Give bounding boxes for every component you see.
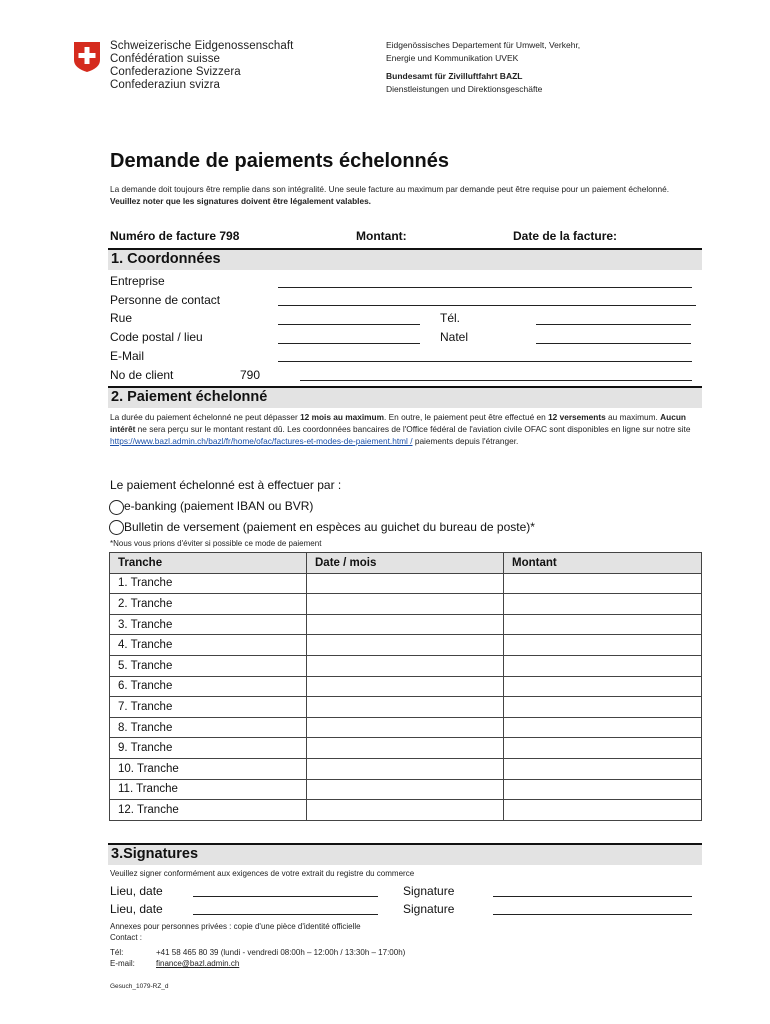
- tranche-label: 8. Tranche: [110, 717, 307, 738]
- amount-label: Montant:: [356, 229, 407, 243]
- client-no-label: No de client: [110, 368, 174, 382]
- table-row: [110, 594, 702, 615]
- conf-it: Confederazione Svizzera: [110, 66, 241, 78]
- page-title: Demande de paiements échelonnés: [110, 150, 450, 172]
- confederation-names: [110, 40, 293, 92]
- email-contact-label: E-mail:: [110, 959, 135, 968]
- date-cell[interactable]: [307, 779, 504, 800]
- signature-field-2[interactable]: [493, 914, 692, 915]
- tranche-label: 1. Tranche: [110, 573, 307, 594]
- amount-cell[interactable]: [504, 594, 702, 615]
- tranche-label: 5. Tranche: [110, 655, 307, 676]
- signature-label-2: Signature: [403, 902, 455, 916]
- section2-title: 2. Paiement échelonné: [111, 389, 268, 405]
- column-header-tranche: Tranche: [110, 553, 307, 574]
- mobile-label: Natel: [440, 330, 469, 344]
- client-no-field[interactable]: [300, 380, 692, 381]
- option-payment-slip-label: Bulletin de versement (paiement en espèces au guichet du bureau de poste)*: [124, 520, 535, 534]
- postal-label: Code postal / lieu: [110, 330, 203, 344]
- email-field[interactable]: [278, 361, 692, 362]
- column-header-amount: Montant: [504, 553, 702, 574]
- department-block: [386, 39, 580, 96]
- date-cell[interactable]: [307, 635, 504, 656]
- conf-rm: Confederaziun svizra: [110, 79, 221, 91]
- intro-text: La demande doit toujours être remplie dans son intégralité. Une seule facture au maximum par demande peut être requise pour un paiement échelonné. Veuillez noter que les signatures doivent être légalement valables.: [110, 184, 669, 206]
- section1-title: 1. Coordonnées: [111, 251, 221, 267]
- tranche-label: 12. Tranche: [110, 800, 307, 821]
- street-field[interactable]: [278, 324, 420, 325]
- date-cell[interactable]: [307, 614, 504, 635]
- date-cell[interactable]: [307, 594, 504, 615]
- table-row: [110, 614, 702, 635]
- signature-label: Signature: [403, 884, 455, 898]
- place-date-label-2: Lieu, date: [110, 902, 163, 916]
- phone-field[interactable]: [536, 324, 691, 325]
- payment-method-question: Le paiement échelonné est à effectuer par :: [110, 478, 342, 492]
- tranche-label: 2. Tranche: [110, 594, 307, 615]
- section3-header: [108, 843, 702, 865]
- document-code: Gesuch_1079-RZ_d: [110, 983, 169, 990]
- amount-cell[interactable]: [504, 717, 702, 738]
- amount-cell[interactable]: [504, 655, 702, 676]
- table-row: [110, 738, 702, 759]
- office-sub: Dienstleistungen und Direktionsgeschäfte: [386, 84, 543, 94]
- amount-cell[interactable]: [504, 697, 702, 718]
- table-row: [110, 655, 702, 676]
- postal-field[interactable]: [278, 343, 420, 344]
- annex-note: Annexes pour personnes privées : copie d'une pièce d'identité officielle: [110, 922, 361, 931]
- table-row: [110, 573, 702, 594]
- invoice-number-label: Numéro de facture 798: [110, 229, 240, 243]
- section3-title: 3.Signatures: [111, 846, 199, 862]
- place-date-label: Lieu, date: [110, 884, 163, 898]
- signature-instruction: Veuillez signer conformément aux exigences de votre extrait du registre du commerce: [110, 869, 415, 878]
- amount-cell[interactable]: [504, 758, 702, 779]
- contact-field[interactable]: [278, 305, 696, 306]
- email-label: E-Mail: [110, 349, 145, 363]
- tranche-label: 7. Tranche: [110, 697, 307, 718]
- place-date-field-2[interactable]: [193, 914, 378, 915]
- company-field[interactable]: [278, 287, 692, 288]
- street-label: Rue: [110, 311, 133, 325]
- invoice-number-value: 798: [219, 229, 240, 243]
- contact-label: Personne de contact: [110, 293, 221, 307]
- section1-header: [108, 248, 702, 270]
- table-row: [110, 779, 702, 800]
- amount-cell[interactable]: [504, 738, 702, 759]
- amount-cell[interactable]: [504, 779, 702, 800]
- date-cell[interactable]: [307, 573, 504, 594]
- contact-label: Contact :: [110, 933, 143, 942]
- mobile-field[interactable]: [536, 343, 691, 344]
- date-cell[interactable]: [307, 800, 504, 821]
- date-cell[interactable]: [307, 738, 504, 759]
- tel-value: +41 58 465 80 39 (lundi - vendredi 08:00h – 12:00h / 13:30h – 17:00h): [156, 948, 406, 957]
- installment-table: [109, 552, 702, 821]
- option-ebanking-label: e-banking (paiement IBAN ou BVR): [124, 499, 314, 513]
- place-date-field[interactable]: [193, 896, 378, 897]
- amount-cell[interactable]: [504, 635, 702, 656]
- radio-ebanking[interactable]: [109, 500, 124, 515]
- invoice-date-label: Date de la facture:: [513, 229, 618, 243]
- signature-field[interactable]: [493, 896, 692, 897]
- office-name: Bundesamt für Zivilluftfahrt BAZL: [386, 71, 523, 81]
- installment-description: La durée du paiement échelonné ne peut dépasser 12 mois au maximum. En outre, le paiement peut être effectué en 12 versements au maximum. Aucun intérêt ne sera perçu sur le montant restant dû. Les coordonnées bancaires de l'Office fédéral de l'aviation civile OFAC sont disponibles en ligne sur notre site https://www.bazl.admin.ch/bazl/fr/home/ofac/factures-et-modes-de-paiement.html / paiements depuis l'étranger.: [110, 412, 691, 446]
- conf-fr: Confédération suisse: [110, 53, 221, 65]
- tranche-label: 10. Tranche: [110, 758, 307, 779]
- tranche-label: 3. Tranche: [110, 614, 307, 635]
- amount-cell[interactable]: [504, 676, 702, 697]
- phone-label: Tél.: [440, 311, 461, 325]
- date-cell[interactable]: [307, 697, 504, 718]
- tranche-label: 4. Tranche: [110, 635, 307, 656]
- department-line2: Energie und Kommunikation UVEK: [386, 53, 519, 63]
- column-header-date: Date / mois: [307, 553, 504, 574]
- company-label: Entreprise: [110, 274, 165, 288]
- tranche-label: 11. Tranche: [110, 779, 307, 800]
- tel-label: Tél:: [110, 948, 124, 957]
- table-row: [110, 800, 702, 821]
- table-row: [110, 697, 702, 718]
- date-cell[interactable]: [307, 717, 504, 738]
- table-row: [110, 758, 702, 779]
- payment-info-link[interactable]: https://www.bazl.admin.ch/bazl/fr/home/ofac/factures-et-modes-de-paiement.html /: [110, 436, 413, 446]
- tranche-label: 6. Tranche: [110, 676, 307, 697]
- table-row: [110, 717, 702, 738]
- section2-header: [108, 386, 702, 408]
- email-link[interactable]: finance@bazl.admin.ch: [156, 959, 240, 968]
- date-cell[interactable]: [307, 676, 504, 697]
- client-no-value: 790: [240, 368, 261, 382]
- table-row: [110, 635, 702, 656]
- date-cell[interactable]: [307, 655, 504, 676]
- tranche-label: 9. Tranche: [110, 738, 307, 759]
- swiss-flag-icon: [74, 42, 100, 72]
- amount-cell[interactable]: [504, 614, 702, 635]
- amount-cell[interactable]: [504, 800, 702, 821]
- date-cell[interactable]: [307, 758, 504, 779]
- radio-payment-slip[interactable]: [109, 520, 124, 535]
- table-row: [110, 676, 702, 697]
- amount-cell[interactable]: [504, 573, 702, 594]
- payment-note: *Nous vous prions d'éviter si possible ce mode de paiement: [110, 539, 322, 548]
- department-line1: Eidgenössisches Departement für Umwelt, Verkehr,: [386, 40, 581, 50]
- conf-de: Schweizerische Eidgenossenschaft: [110, 40, 294, 52]
